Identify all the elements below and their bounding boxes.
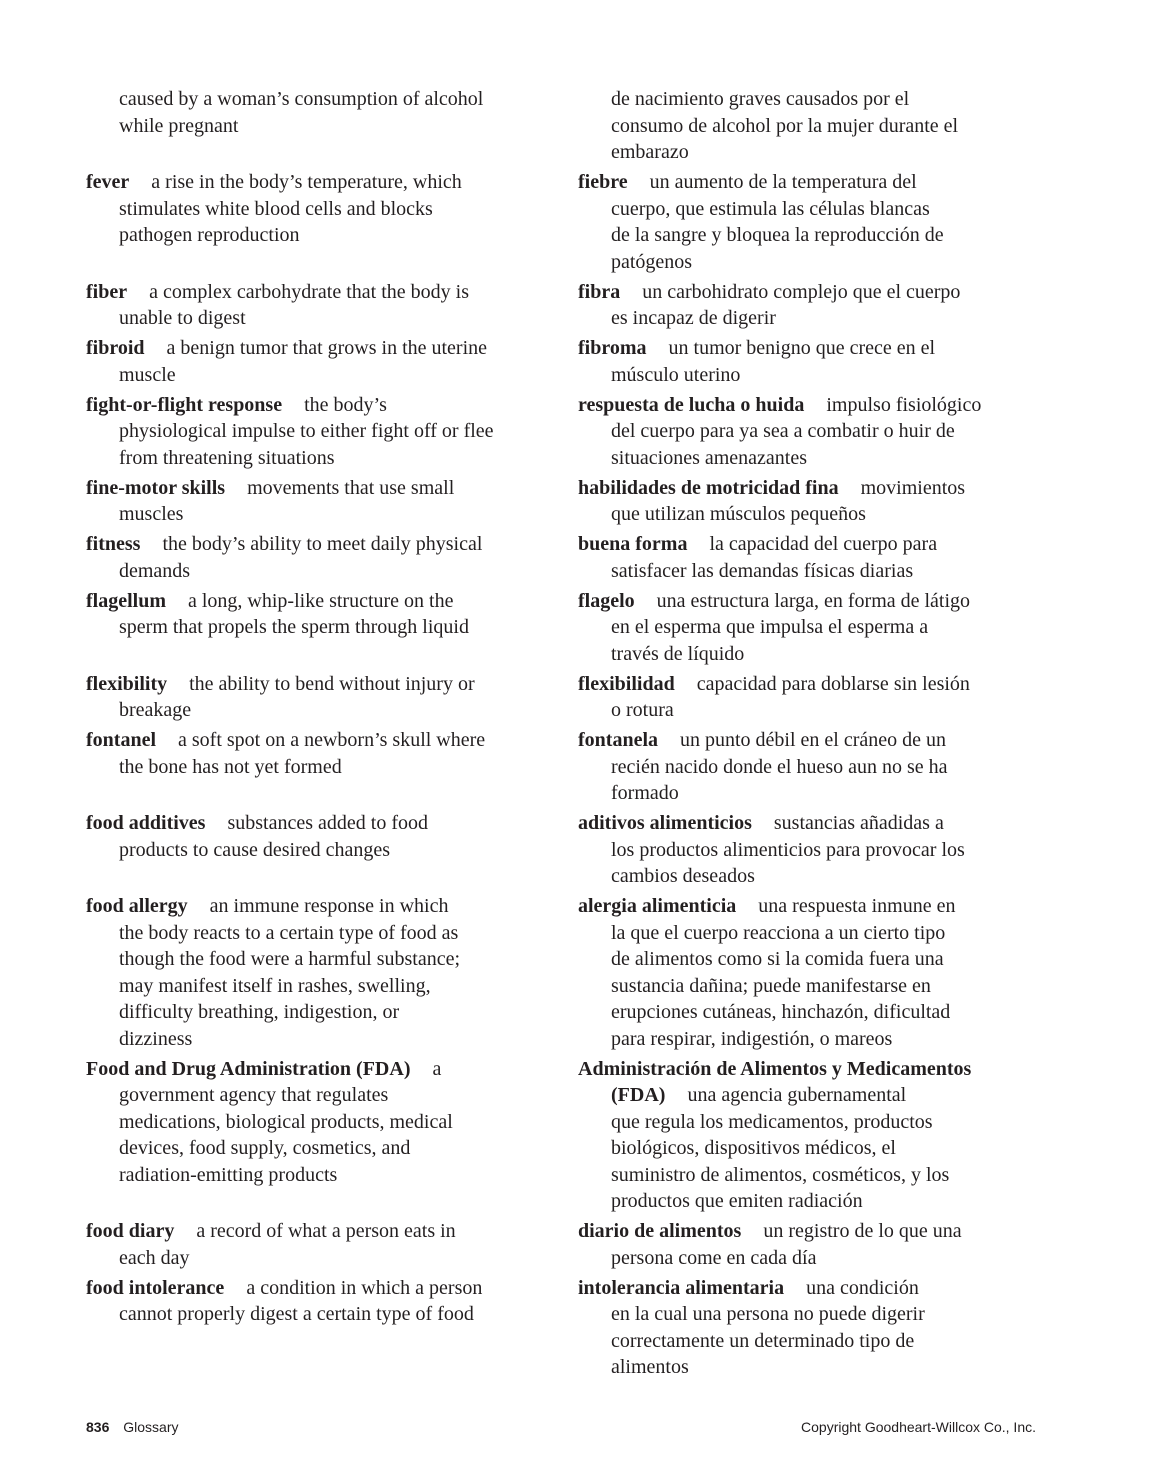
glossary-term: flagellum — [86, 589, 166, 612]
glossary-term: food diary — [86, 1220, 175, 1242]
glossary-term: food allergy — [86, 895, 188, 917]
glossary-definition: a record of what a person eats in each day — [119, 1220, 456, 1269]
glossary-term: flexibilidad — [578, 672, 675, 695]
page-number: 836 — [86, 1419, 110, 1435]
glossary-definition: a condition in which a person cannot properly digest a certain type of food — [119, 1276, 483, 1325]
glossary-definition: impulso fisiológico del cuerpo para ya sea a combatir o huir de situaciones amenazantes — [611, 393, 982, 469]
glossary-definition: capacidad para doblarse sin lesión o rotura — [611, 672, 970, 721]
glossary-definition: substances added to food products to cause desired changes — [119, 812, 428, 861]
glossary-entry-en — [86, 475, 578, 528]
glossary-entry-en — [86, 392, 578, 472]
glossary-entry-es — [578, 475, 1046, 528]
glossary-definition: sustancias añadidas a los productos alimenticios para provocar los cambios deseados — [611, 812, 965, 887]
glossary-entry-en — [86, 531, 578, 584]
glossary-definition: the ability to bend without injury or breakage — [119, 672, 475, 721]
glossary-entry-es — [578, 1056, 1046, 1215]
footer-left — [86, 1419, 178, 1435]
glossary-term: fibroid — [86, 337, 145, 359]
glossary-definition: un aumento de la temperatura del cuerpo, que estimula las células blancas de la sangre y bloquea la reproducción de patógenos — [611, 171, 944, 273]
glossary-term: fiber — [86, 280, 128, 303]
glossary-term: fibroma — [578, 337, 647, 359]
glossary-entry-es — [578, 1218, 1046, 1271]
glossary-term: fitness — [86, 533, 141, 555]
glossary-definition: una respuesta inmune en la que el cuerpo reacciona a un cierto tipo de alimentos como si la comida fuera una sustancia dañina; puede manifestarse en erupciones cutáneas, hinchazón, dificultad para respirar, indigestión, o mareos — [611, 895, 956, 1050]
section-name: Glossary — [123, 1419, 179, 1435]
glossary-definition: una condición en la cual una persona no puede digerir correctamente un determinado tipo de alimentos — [611, 1276, 925, 1378]
glossary-entry-es — [578, 169, 1046, 275]
glossary-term: fight-or-flight response — [86, 393, 283, 416]
glossary-entry-es — [578, 279, 1046, 332]
glossary-entry-es — [578, 671, 1046, 724]
glossary-term: alergia alimenticia — [578, 895, 737, 917]
glossary-definition: the body’s physiological impulse to either fight off or flee from threatening situations — [119, 393, 494, 469]
glossary-entry-en — [86, 1275, 578, 1381]
glossary-entry-en — [86, 169, 578, 275]
glossary-term: fiebre — [578, 171, 628, 193]
glossary-term: Administración de Alimentos y Medicamentos (FDA) — [578, 1057, 972, 1106]
copyright: Copyright Goodheart-Willcox Co., Inc. — [801, 1419, 1036, 1435]
glossary-definition: una estructura larga, en forma de látigo en el esperma que impulsa el esperma a través de líquido — [611, 589, 971, 665]
glossary-term: fontanela — [578, 729, 658, 751]
glossary-entry-es — [578, 335, 1046, 388]
continued-definition-en: caused by a woman’s consumption of alcohol while pregnant — [119, 88, 484, 137]
continued-definition-es: de nacimiento graves causados por el consumo de alcohol por la mujer durante el embarazo — [611, 88, 959, 163]
glossary-entry-es — [578, 531, 1046, 584]
glossary-entry-es — [578, 392, 1046, 472]
glossary-definition: movements that use small muscles — [119, 476, 455, 525]
glossary-entry-en — [86, 335, 578, 388]
glossary-term: respuesta de lucha o huida — [578, 393, 805, 416]
glossary-term: habilidades de motricidad fina — [578, 476, 839, 499]
glossary-term: food additives — [86, 812, 206, 834]
glossary-term: diario de alimentos — [578, 1220, 742, 1242]
glossary-entry-en — [86, 588, 578, 668]
glossary-definition: una agencia gubernamental que regula los medicamentos, productos biológicos, dispositivos médicos, el suministro de alimentos, cosméticos, y los productos que emiten radiación — [611, 1084, 950, 1212]
glossary-definition: un tumor benigno que crece en el músculo uterino — [611, 337, 936, 386]
glossary-entry-es — [578, 893, 1046, 1052]
glossary-definition: a benign tumor that grows in the uterine muscle — [119, 337, 488, 386]
glossary-term: fontanel — [86, 729, 156, 751]
glossary-term: fine-motor skills — [86, 476, 226, 499]
glossary-entry-en — [86, 1218, 578, 1271]
glossary-entry-en — [86, 1056, 578, 1215]
glossary-entry-es — [578, 1275, 1046, 1381]
glossary-definition: a long, whip-like structure on the sperm that propels the sperm through liquid — [119, 589, 469, 638]
glossary-entry-en — [86, 671, 578, 724]
glossary-definition: the body’s ability to meet daily physical demands — [119, 533, 483, 582]
glossary-term: fever — [86, 171, 130, 193]
glossary-entry-es — [578, 727, 1046, 807]
glossary-entry-en — [86, 279, 578, 332]
glossary-definition: la capacidad del cuerpo para satisfacer las demandas físicas diarias — [611, 533, 938, 582]
glossary-term: aditivos alimenticios — [578, 812, 752, 834]
glossary-entry-es — [578, 588, 1046, 668]
glossary-term: Food and Drug Administration (FDA) — [86, 1057, 411, 1080]
glossary-term: buena forma — [578, 533, 688, 555]
glossary-definition: movimientos que utilizan músculos pequeños — [611, 476, 966, 525]
glossary-definition: a complex carbohydrate that the body is unable to digest — [119, 280, 469, 329]
glossary-entry-en — [86, 727, 578, 807]
glossary-definition: an immune response in which the body reacts to a certain type of food as though the food were a harmful substance; may manifest itself in rashes, swelling, difficulty breathing, indigestion, or dizziness — [119, 895, 461, 1050]
glossary-entry-en — [86, 893, 578, 1052]
glossary-term: food intolerance — [86, 1276, 225, 1299]
glossary-entry-es — [578, 810, 1046, 890]
glossary-term: flexibility — [86, 672, 168, 695]
glossary-definition: a government agency that regulates medications, biological products, medical devices, food supply, cosmetics, and radiation-emitting products — [119, 1057, 453, 1186]
glossary-term: intolerancia alimentaria — [578, 1276, 785, 1299]
page-footer — [86, 1419, 1036, 1435]
glossary-columns — [86, 86, 1046, 1381]
glossary-term: flagelo — [578, 589, 635, 612]
glossary-definition: un registro de lo que una persona come en cada día — [611, 1220, 962, 1269]
glossary-definition: a rise in the body’s temperature, which stimulates white blood cells and blocks pathogen reproduction — [119, 171, 462, 246]
glossary-definition: un carbohidrato complejo que el cuerpo es incapaz de digerir — [611, 280, 961, 329]
glossary-term: fibra — [578, 280, 621, 303]
glossary-definition: a soft spot on a newborn’s skull where the bone has not yet formed — [119, 729, 486, 778]
glossary-definition: un punto débil en el cráneo de un recién nacido donde el hueso aun no se ha formado — [611, 729, 948, 804]
glossary-entry-en — [86, 810, 578, 890]
